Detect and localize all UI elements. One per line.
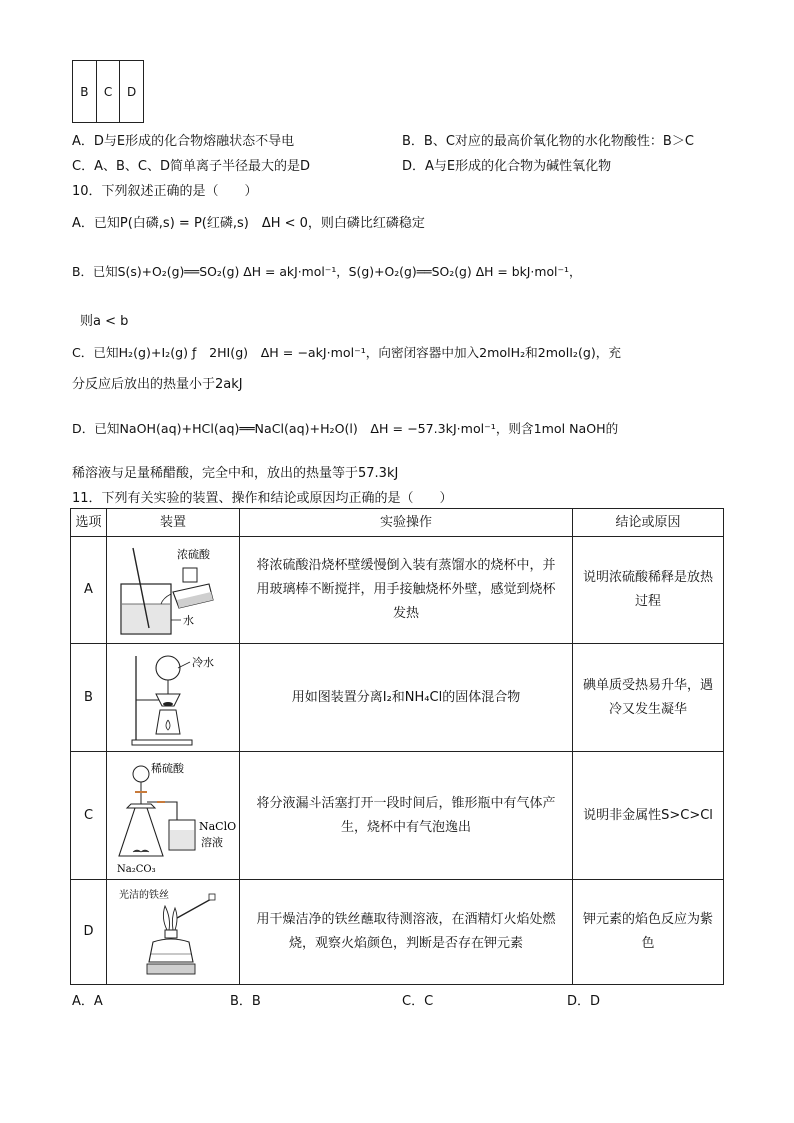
label-na2co3: Na₂CO₃ — [117, 863, 156, 875]
q10-option-a: A．已知P(白磷,s) = P(红磷,s) ΔH < 0，则白磷比红磷稳定 — [72, 216, 425, 231]
table-row — [71, 537, 724, 644]
label-dilute-sulfuric-acid: 稀硫酸 — [151, 761, 184, 775]
q11-stem: 11．下列有关实验的装置、操作和结论或原因均正确的是（ ） — [72, 491, 453, 506]
flame-test-illustration — [113, 884, 233, 980]
row-c-operation — [240, 752, 573, 880]
gas-generation-apparatus-illustration — [111, 756, 237, 876]
row-d-conclusion-line: 钾元素的焰色反应为紫 — [582, 912, 713, 927]
periodic-table-fragment — [72, 60, 144, 123]
row-d-apparatus — [107, 880, 240, 985]
q10-option-d-line2: 稀溶液与足量稀醋酸，完全中和，放出的热量等于57.3kJ — [72, 466, 399, 481]
row-d-option: D — [71, 880, 107, 985]
row-a-conclusion-line: 过程 — [634, 594, 661, 609]
table-row — [71, 752, 724, 880]
row-d-conclusion — [573, 880, 724, 985]
label-water: 水 — [183, 614, 194, 627]
row-a-operation-line: 将浓硫酸沿烧杯壁缓慢倒入装有蒸馏水的烧杯中，并 — [256, 558, 556, 573]
row-b-operation-line: 用如图装置分离I₂和NH₄Cl的固体混合物 — [291, 689, 521, 705]
q9-option-d: D．A与E形成的化合物为碱性氧化物 — [402, 159, 612, 174]
q10-option-b-line2: 则a < b — [80, 314, 129, 329]
row-c-operation-line: 将分液漏斗活塞打开一段时间后，锥形瓶中有气体产 — [256, 795, 556, 811]
row-b-option: B — [71, 644, 107, 752]
row-d-operation-line: 烧，观察火焰颜色，判断是否存在钾元素 — [288, 936, 523, 951]
row-a-operation-line: 发热 — [392, 606, 419, 621]
label-clean-iron-wire: 光洁的铁丝 — [119, 890, 169, 901]
row-b-conclusion — [573, 644, 724, 752]
label-naclo: NaClO — [199, 819, 237, 833]
row-b-conclusion-line: 冷又发生凝华 — [608, 701, 687, 717]
row-b-operation — [240, 644, 573, 752]
row-c-conclusion-line: 说明非金属性S>C>Cl — [583, 807, 713, 823]
header-operation: 实验操作 — [240, 509, 573, 537]
row-c-apparatus — [107, 752, 240, 880]
q10-stem: 10．下列叙述正确的是（ ） — [72, 184, 258, 199]
row-a-apparatus — [107, 537, 240, 644]
header-apparatus: 装置 — [107, 509, 240, 537]
row-a-conclusion — [573, 537, 724, 644]
row-b-conclusion-line: 碘单质受热易升华，遇 — [582, 677, 713, 693]
label-conc-sulfuric-acid: 浓硫酸 — [177, 548, 210, 561]
row-a-operation-line: 用玻璃棒不断搅拌，用手接触烧杯外壁，感觉到烧杯 — [256, 582, 556, 597]
label-solution: 溶液 — [201, 835, 223, 849]
row-c-option: C — [71, 752, 107, 880]
row-b-apparatus — [107, 644, 240, 752]
table-header-row — [71, 509, 724, 537]
q11-choice-a: A．A — [72, 994, 103, 1009]
element-cell-c: C — [97, 61, 121, 122]
row-a-operation — [240, 537, 573, 644]
sublimation-apparatus-illustration — [118, 648, 228, 748]
row-a-option: A — [71, 537, 107, 644]
q11-choice-c: C．C — [402, 994, 434, 1009]
beaker-dilution-illustration — [113, 542, 233, 638]
row-d-conclusion-line: 色 — [641, 936, 655, 951]
q11-choice-b: B．B — [230, 994, 261, 1009]
row-a-conclusion-line: 说明浓硫酸稀释是放热 — [582, 570, 713, 585]
q10-option-c-line2: 分反应后放出的热量小于2akJ — [72, 377, 243, 392]
row-d-operation-line: 用干燥洁净的铁丝蘸取待测溶液，在酒精灯火焰处燃 — [256, 912, 556, 927]
q11-choice-d: D．D — [567, 994, 601, 1009]
row-d-operation — [240, 880, 573, 985]
q10-option-d-line1: D．已知NaOH(aq)+HCl(aq)══NaCl(aq)+H₂O(l) ΔH = −57.3kJ·mol⁻¹，则含1mol NaOH的 — [72, 421, 619, 436]
q10-option-c-line1: C．已知H₂(g)+I₂(g) ƒ 2HI(g) ΔH = −akJ·mol⁻¹，向密闭容器中加入2molH₂和2molI₂(g)，充 — [72, 345, 621, 360]
row-c-conclusion — [573, 752, 724, 880]
header-option: 选项 — [71, 509, 107, 537]
element-cell-b: B — [73, 61, 97, 122]
label-cold-water: 冷水 — [192, 655, 214, 669]
table-row — [71, 880, 724, 985]
row-c-operation-line: 生，烧杯中有气泡逸出 — [340, 819, 471, 835]
q9-option-c: C．A、B、C、D简单离子半径最大的是D — [72, 159, 310, 174]
table-row — [71, 644, 724, 752]
q9-option-a: A．D与E形成的化合物熔融状态不导电 — [72, 134, 295, 149]
q10-option-b-line1: B．已知S(s)+O₂(g)══SO₂(g) ΔH = akJ·mol⁻¹，S(g)+O₂(g)══SO₂(g) ΔH = bkJ·mol⁻¹， — [72, 264, 582, 279]
experiment-table — [70, 508, 724, 985]
header-conclusion: 结论或原因 — [573, 509, 724, 537]
element-cell-d: D — [127, 84, 137, 99]
q9-option-b: B．B、C对应的最高价氧化物的水化物酸性：B＞C — [402, 134, 694, 149]
